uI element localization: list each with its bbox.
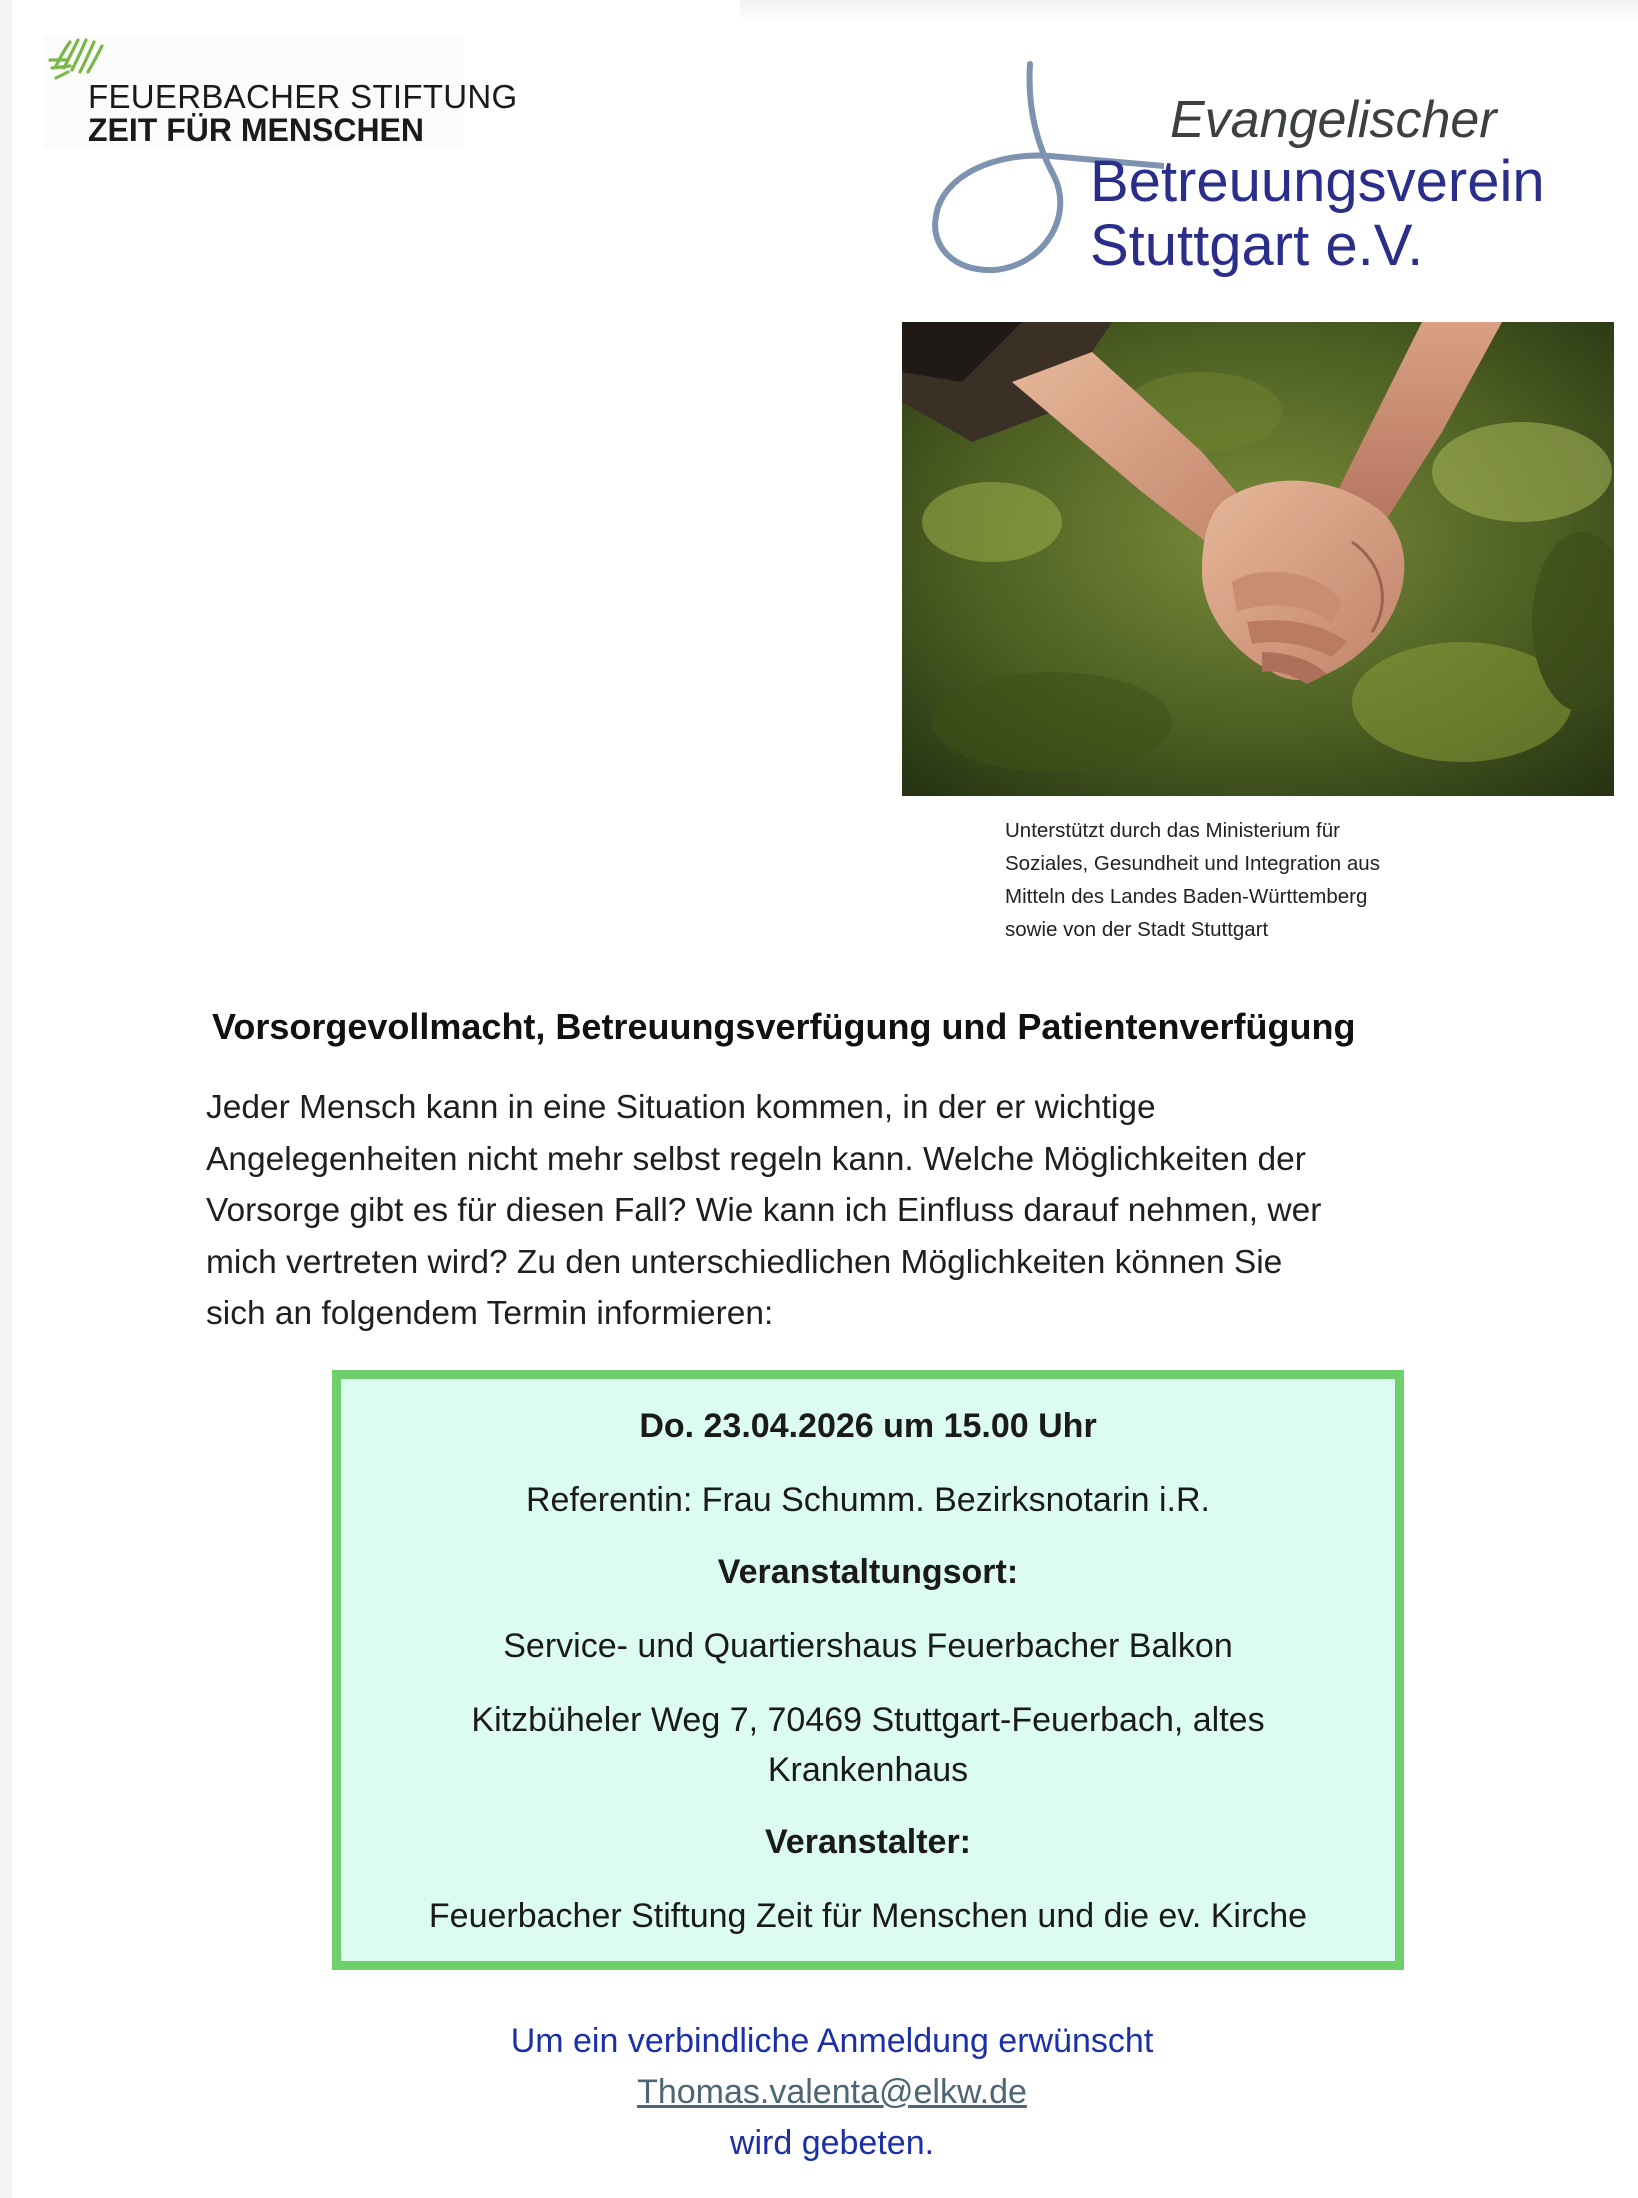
venue-label: Veranstaltungsort: [717,1553,1019,1591]
organizer-label: Veranstalter: [765,1823,971,1861]
registration-line3: wird gebeten. [729,2124,935,2162]
venue-name: Service- und Quartiershaus Feuerbacher Balkon [503,1627,1233,1665]
event-speaker: Referentin: Frau Schumm. Bezirksnotarin i.R. [525,1481,1211,1519]
funding-note-line: Mitteln des Landes Baden-Württemberg [1005,885,1368,908]
funding-note-line: sowie von der Stadt Stuttgart [1005,918,1269,941]
funding-note [1005,814,1485,946]
page-title: Vorsorgevollmacht, Betreuungsverfügung und Patientenverfügung [212,1006,1356,1047]
betreuungsverein-logo-line3: Stuttgart e.V. [1090,213,1424,278]
registration-line1: Um ein verbindliche Anmeldung erwünscht [510,2022,1154,2060]
organizer-name: Feuerbacher Stiftung Zeit für Menschen und die ev. Kirche [428,1897,1308,1935]
venue-address-line1: Kitzbüheler Weg 7, 70469 Stuttgart-Feuerbach, altes [471,1701,1265,1739]
feuerbacher-logo-line1: FEUERBACHER STIFTUNG [88,78,518,115]
registration-email-row [0,2067,1638,2118]
feuerbacher-stiftung-logo [44,36,518,148]
intro-line: mich vertreten wird? Zu den unterschiedlichen Möglichkeiten können Sie [206,1243,1283,1281]
registration-email-link[interactable]: Thomas.valenta@elkw.de [637,2073,1027,2111]
event-date-time: Do. 23.04.2026 um 15.00 Uhr [639,1407,1097,1445]
venue-address-line2: Krankenhaus [767,1751,969,1789]
event-details-box [332,1370,1404,1970]
feuerbacher-leaf-icon [48,36,110,84]
funding-note-line: Unterstützt durch das Ministerium für [1005,819,1340,842]
betreuungsverein-logo-line1: Evangelischer [1170,91,1497,149]
intro-line: Vorsorge gibt es für diesen Fall? Wie kann ich Einfluss darauf nehmen, wer [206,1192,1322,1229]
feuerbacher-logo-line2: ZEIT FÜR MENSCHEN [88,112,424,148]
betreuungsverein-logo [924,56,1544,286]
intro-line: sich an folgendem Termin informieren: [206,1295,774,1332]
betreuungsverein-logo-line2: Betreuungsverein [1090,149,1545,214]
intro-line: Jeder Mensch kann in eine Situation kommen, in der er wichtige [206,1089,1156,1126]
page-edge [0,0,12,2198]
intro-paragraph [206,1082,1506,1340]
top-shade [740,0,1638,22]
holding-hands-photo [902,322,1614,796]
intro-line: Angelegenheiten nicht mehr selbst regeln kann. Welche Möglichkeiten der [206,1140,1306,1178]
funding-note-line: Soziales, Gesundheit und Integration aus [1005,852,1380,875]
